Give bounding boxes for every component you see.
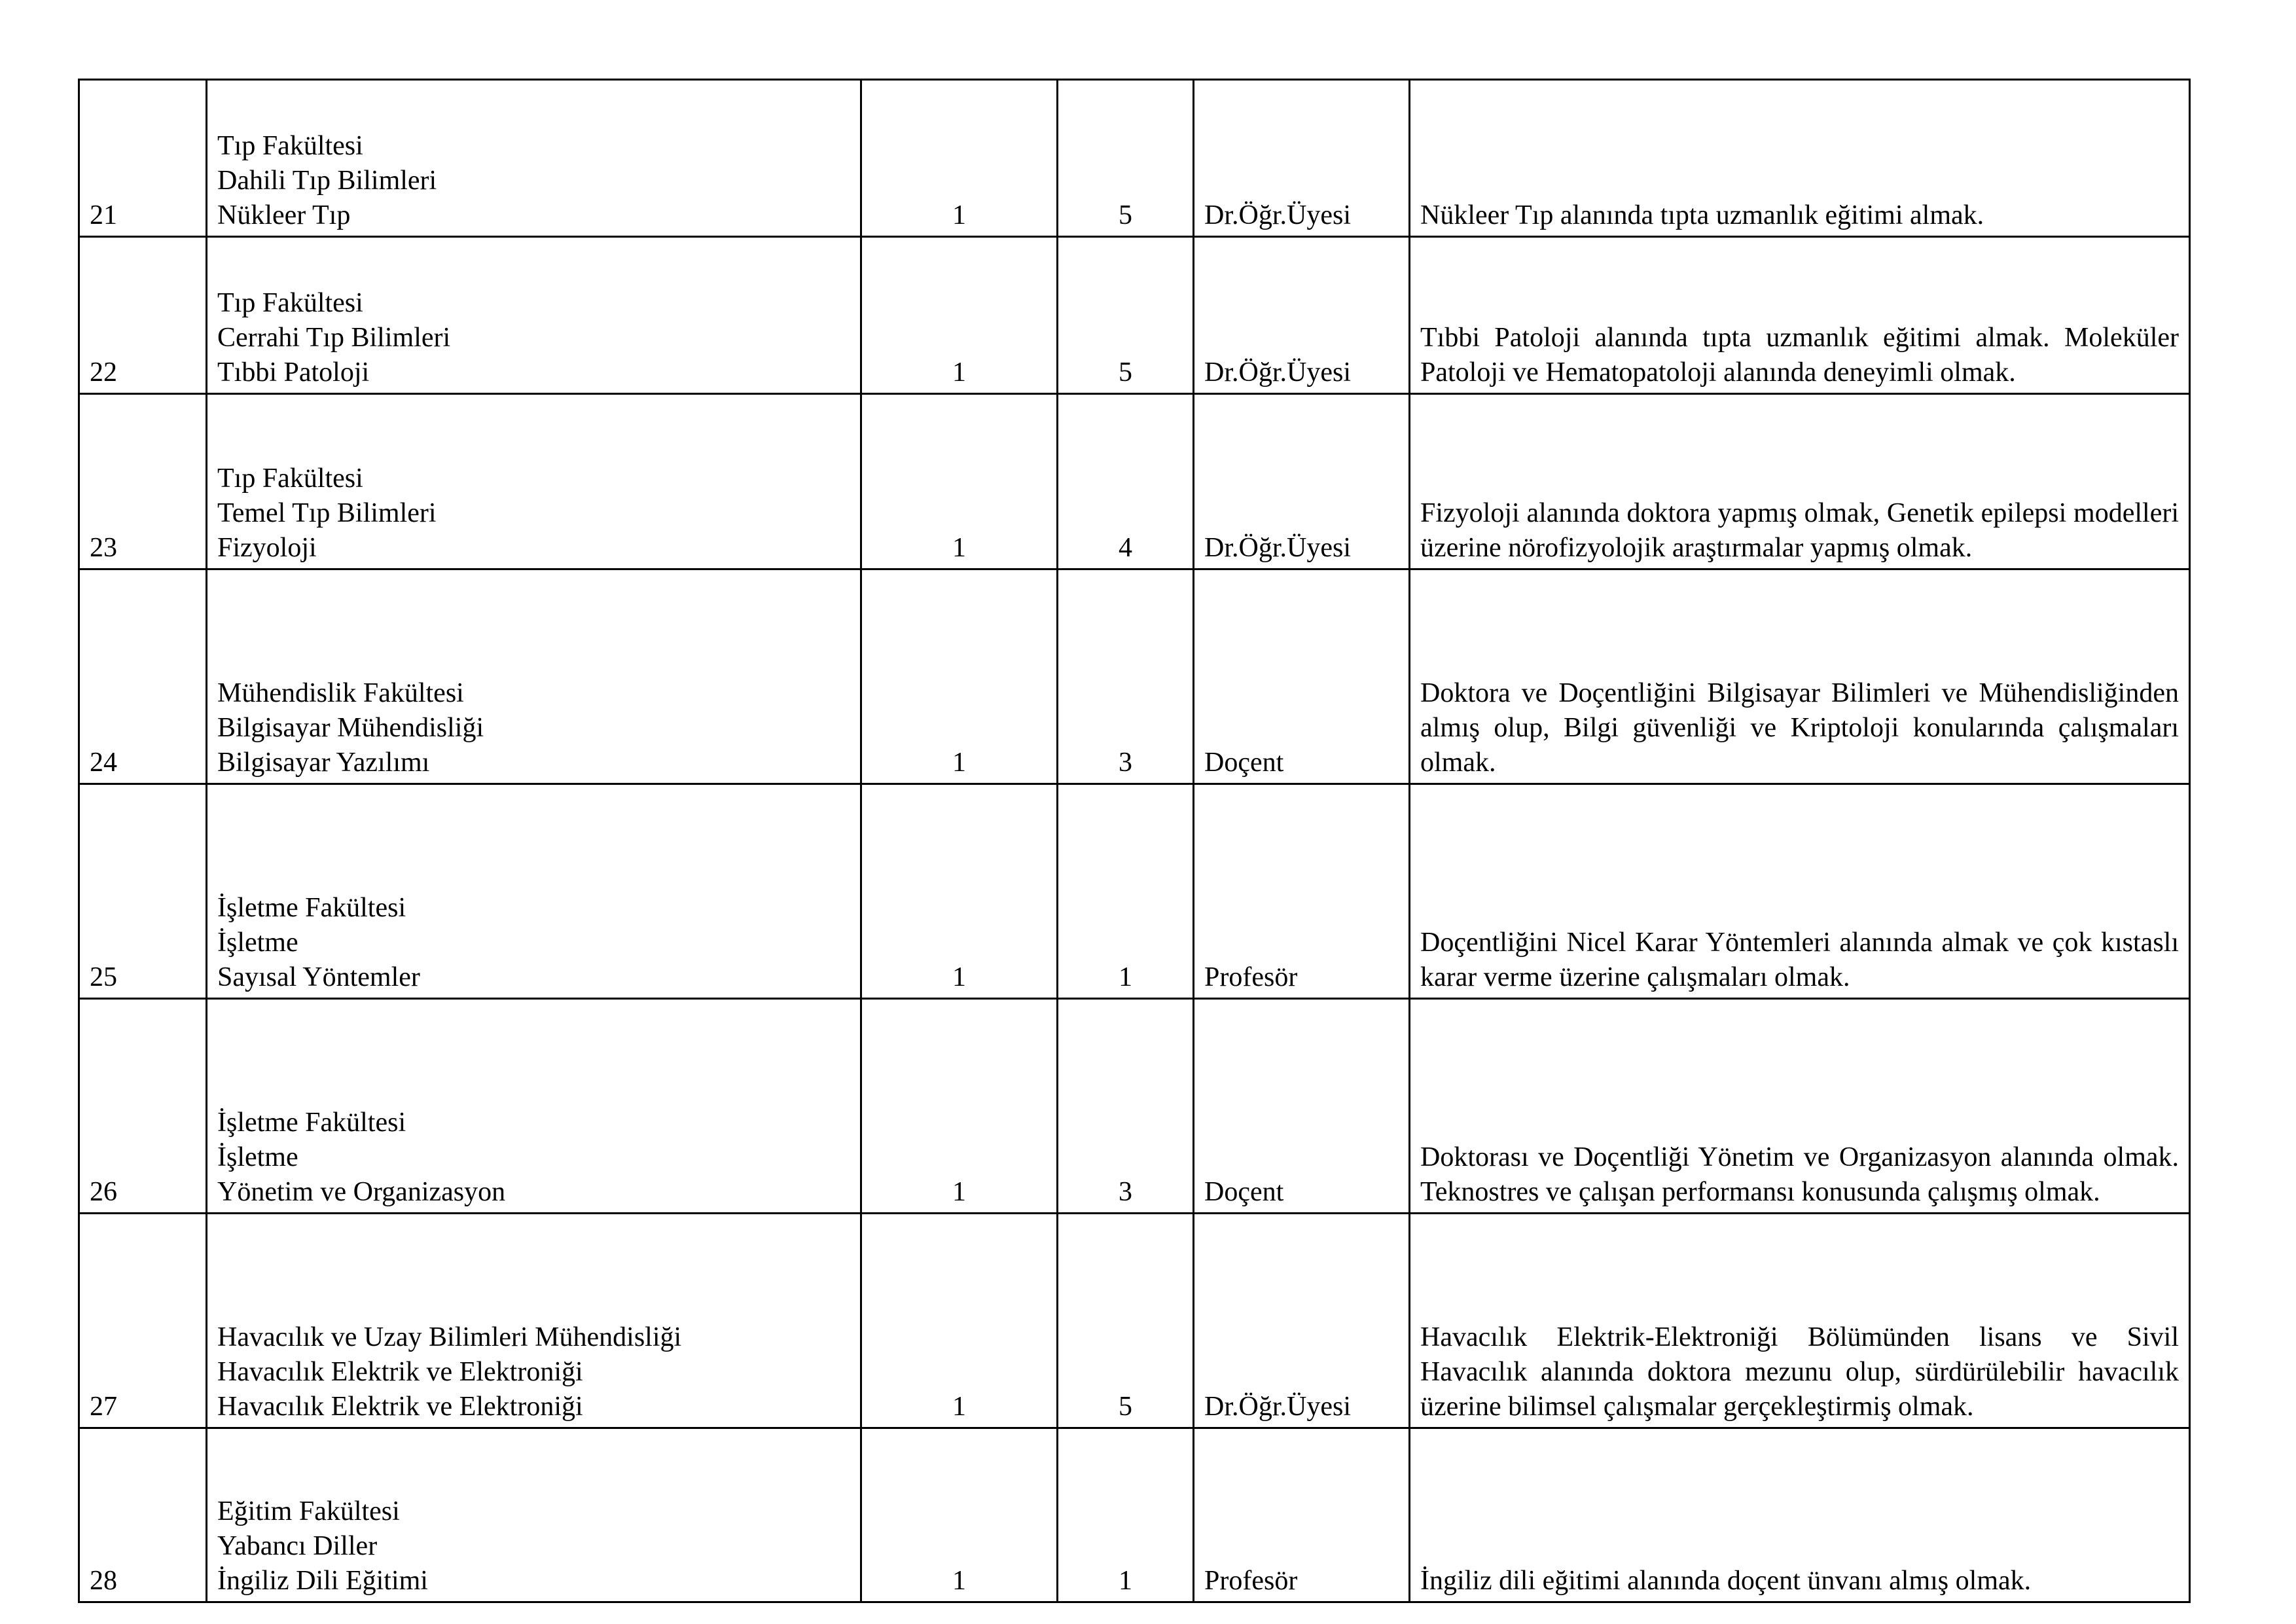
unit-cell [207,784,861,999]
position-degree: 4 [1058,394,1194,569]
table-row [79,1428,2190,1602]
position-count: 1 [861,784,1058,999]
position-degree: 5 [1058,80,1194,237]
position-degree: 3 [1058,569,1194,784]
unit-cell [207,1214,861,1428]
division-name: Tıbbi Patoloji [217,357,370,388]
position-degree: 5 [1058,237,1194,394]
position-degree: 5 [1058,1214,1194,1428]
position-count: 1 [861,394,1058,569]
faculty-name: Tıp Fakültesi [217,131,363,161]
position-title: Dr.Öğr.Üyesi [1194,80,1410,237]
faculty-name: İşletme Fakültesi [217,1108,406,1138]
position-count: 1 [861,569,1058,784]
department-name: İşletme [217,1142,298,1172]
department-name: Bilgisayar Mühendisliği [217,713,484,743]
row-number: 28 [79,1428,207,1602]
requirements-text: Fizyoloji alanında doktora yapmış olmak, Genetik epilepsi modelleri üzerine nörofizyolojik araştırmalar yapmış olmak. [1410,394,2190,569]
division-name: Yönetim ve Organizasyon [217,1177,506,1207]
faculty-name: Tıp Fakültesi [217,463,363,494]
unit-cell [207,80,861,237]
division-name: Fizyoloji [217,533,317,563]
division-name: Sayısal Yöntemler [217,962,420,992]
department-name: Cerrahi Tıp Bilimleri [217,323,451,353]
row-number: 24 [79,569,207,784]
unit-cell [207,999,861,1214]
division-name: Bilgisayar Yazılımı [217,748,430,778]
division-name: Havacılık Elektrik ve Elektroniği [217,1392,583,1422]
department-name: Havacılık Elektrik ve Elektroniği [217,1357,583,1387]
row-number: 21 [79,80,207,237]
position-count: 1 [861,1428,1058,1602]
department-name: Temel Tıp Bilimleri [217,498,437,528]
row-number: 26 [79,999,207,1214]
faculty-name: Mühendislik Fakültesi [217,678,464,708]
positions-table [78,79,2191,1603]
requirements-text: Nükleer Tıp alanında tıpta uzmanlık eğitimi almak. [1410,80,2190,237]
position-title: Doçent [1194,569,1410,784]
table-row [79,394,2190,569]
position-count: 1 [861,999,1058,1214]
position-count: 1 [861,237,1058,394]
requirements-text: İngiliz dili eğitimi alanında doçent ünvanı almış olmak. [1410,1428,2190,1602]
table-row [79,999,2190,1214]
unit-cell [207,394,861,569]
table-row [79,80,2190,237]
faculty-name: Eğitim Fakültesi [217,1496,400,1526]
unit-cell [207,1428,861,1602]
unit-cell [207,569,861,784]
table-row [79,237,2190,394]
row-number: 22 [79,237,207,394]
position-title: Profesör [1194,784,1410,999]
faculty-name: İşletme Fakültesi [217,893,406,923]
department-name: İşletme [217,928,298,958]
position-title: Dr.Öğr.Üyesi [1194,237,1410,394]
position-degree: 1 [1058,1428,1194,1602]
department-name: Dahili Tıp Bilimleri [217,166,437,196]
requirements-text: Tıbbi Patoloji alanında tıpta uzmanlık eğitimi almak. Moleküler Patoloji ve Hematopatoloji alanında deneyimli olmak. [1410,237,2190,394]
table-row [79,784,2190,999]
row-number: 25 [79,784,207,999]
table-row [79,569,2190,784]
position-title: Doçent [1194,999,1410,1214]
table-row [79,1214,2190,1428]
department-name: Yabancı Diller [217,1531,378,1561]
requirements-text: Doçentliğini Nicel Karar Yöntemleri alanında almak ve çok kıstaslı karar verme üzerine çalışmaları olmak. [1410,784,2190,999]
requirements-text: Doktorası ve Doçentliği Yönetim ve Organizasyon alanında olmak. Teknostres ve çalışan performansı konusunda çalışmış olmak. [1410,999,2190,1214]
position-degree: 1 [1058,784,1194,999]
position-count: 1 [861,80,1058,237]
position-degree: 3 [1058,999,1194,1214]
division-name: Nükleer Tıp [217,200,351,230]
faculty-name: Havacılık ve Uzay Bilimleri Mühendisliği [217,1322,682,1352]
position-title: Dr.Öğr.Üyesi [1194,394,1410,569]
row-number: 27 [79,1214,207,1428]
division-name: İngiliz Dili Eğitimi [217,1566,428,1596]
requirements-text: Doktora ve Doçentliğini Bilgisayar Bilimleri ve Mühendisliğinden almış olup, Bilgi güvenliği ve Kriptoloji konularında çalışmaları olmak. [1410,569,2190,784]
position-title: Profesör [1194,1428,1410,1602]
unit-cell [207,237,861,394]
row-number: 23 [79,394,207,569]
position-count: 1 [861,1214,1058,1428]
faculty-name: Tıp Fakültesi [217,288,363,318]
requirements-text: Havacılık Elektrik-Elektroniği Bölümünden lisans ve Sivil Havacılık alanında doktora mezunu olup, sürdürülebilir havacılık üzerine bilimsel çalışmalar gerçekleştirmiş olmak. [1410,1214,2190,1428]
position-title: Dr.Öğr.Üyesi [1194,1214,1410,1428]
